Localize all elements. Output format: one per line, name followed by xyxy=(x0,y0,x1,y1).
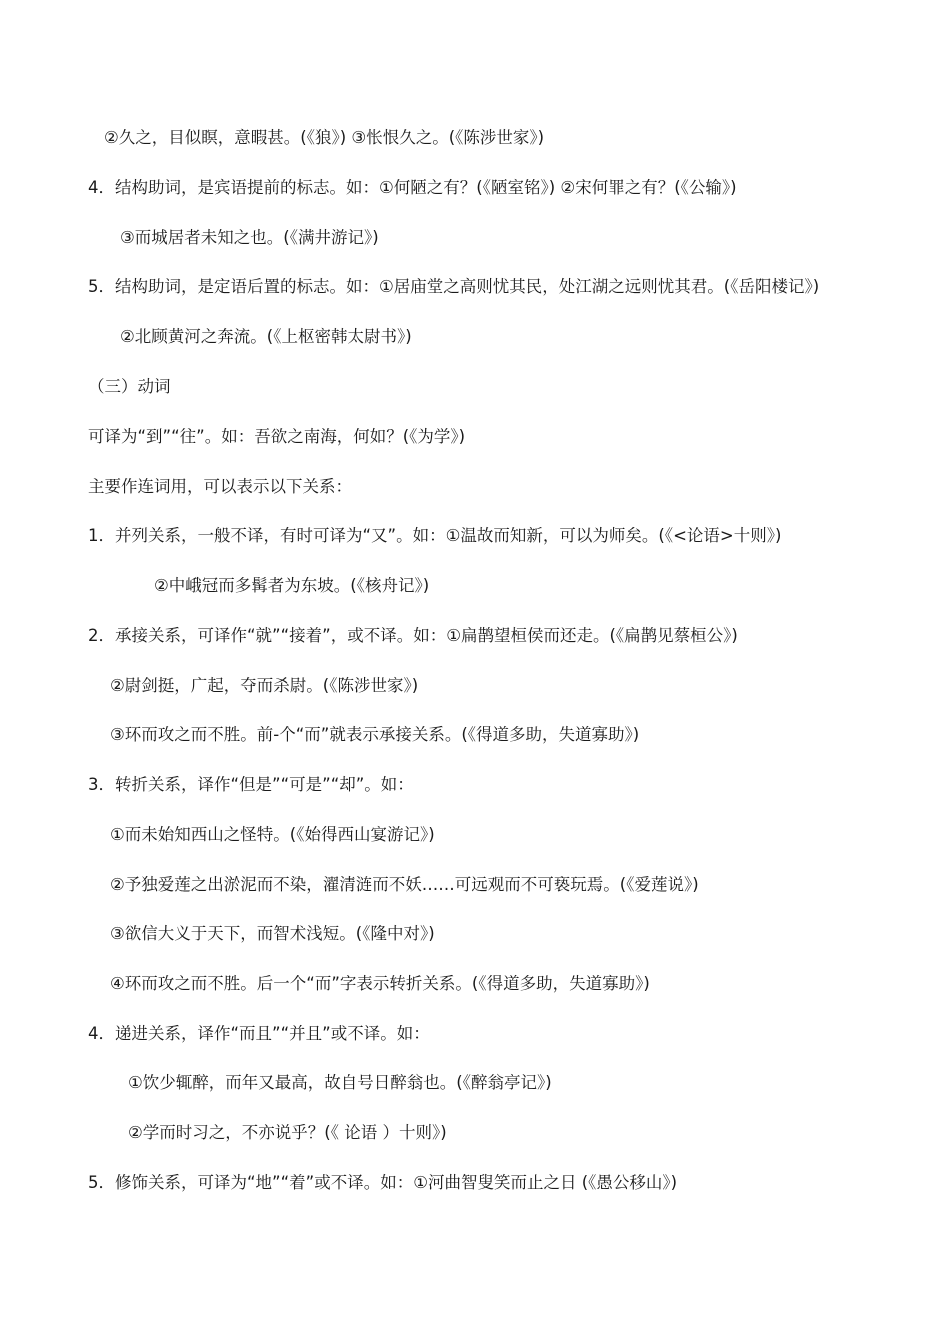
text-line: 可译为“到”“往”。如：吾欲之南海，何如？(《为学》) xyxy=(88,427,466,446)
text-line: ①而未始知西山之怪特。(《始得西山宴游记》) xyxy=(110,825,435,844)
text-line: ②中峨冠而多髯者为东坡。(《核舟记》) xyxy=(154,576,430,595)
text-line: 3．转折关系，译作“但是”“可是”“却”。如： xyxy=(88,775,414,794)
text-line: ②尉剑挺，广起，夺而杀尉。(《陈涉世家》) xyxy=(110,676,419,695)
text-line: ③而城居者未知之也。(《满井游记》) xyxy=(120,228,379,247)
text-line: 1．并列关系，一般不译，有时可译为“又”。如：①温故而知新，可以为师矣。(《<论语>十则》) xyxy=(88,526,782,545)
text-line: 4．结构助词，是宾语提前的标志。如：①何陋之有？(《陋室铭》) ②宋何罪之有？(《公输》) xyxy=(88,178,737,197)
text-line: ②学而时习之，不亦说乎？(《 论语 ）十则》) xyxy=(128,1123,447,1142)
text-line: 4．递进关系，译作“而且”“并且”或不译。如： xyxy=(88,1024,430,1043)
text-line: ③环而攻之而不胜。前-个“而”就表示承接关系。(《得道多助，失道寡助》) xyxy=(110,725,640,744)
text-line: ①饮少辄醉，而年又最高，故自号日醉翁也。(《醉翁亭记》) xyxy=(128,1073,552,1092)
text-line: 5．结构助词，是定语后置的标志。如：①居庙堂之高则忧其民，处江湖之远则忧其君。(《岳阳楼记》) xyxy=(88,277,820,296)
section-heading: （三）动词 xyxy=(88,377,171,396)
text-line: ③欲信大义于天下，而智术浅短。(《隆中对》) xyxy=(110,924,435,943)
text-line: 2．承接关系，可译作“就”“接着”，或不译。如：①扁鹊望桓侯而还走。(《扁鹊见蔡桓公》) xyxy=(88,626,738,645)
text-line: ②北顾黄河之奔流。(《上枢密韩太尉书》) xyxy=(120,327,412,346)
text-line: 5．修饰关系，可译为“地”“着”或不译。如：①河曲智叟笑而止之日 (《愚公移山》) xyxy=(88,1173,678,1192)
text-line: ④环而攻之而不胜。后一个“而”字表示转折关系。(《得道多助，失道寡助》) xyxy=(110,974,650,993)
text-line: ②久之，目似瞑，意暇甚。(《狼》) ③怅恨久之。(《陈涉世家》) xyxy=(104,128,545,147)
text-line: 主要作连词用，可以表示以下关系： xyxy=(88,477,352,496)
text-line: ②予独爱莲之出淤泥而不染，濯清涟而不妖……可远观而不可亵玩焉。(《爱莲说》) xyxy=(110,875,699,894)
